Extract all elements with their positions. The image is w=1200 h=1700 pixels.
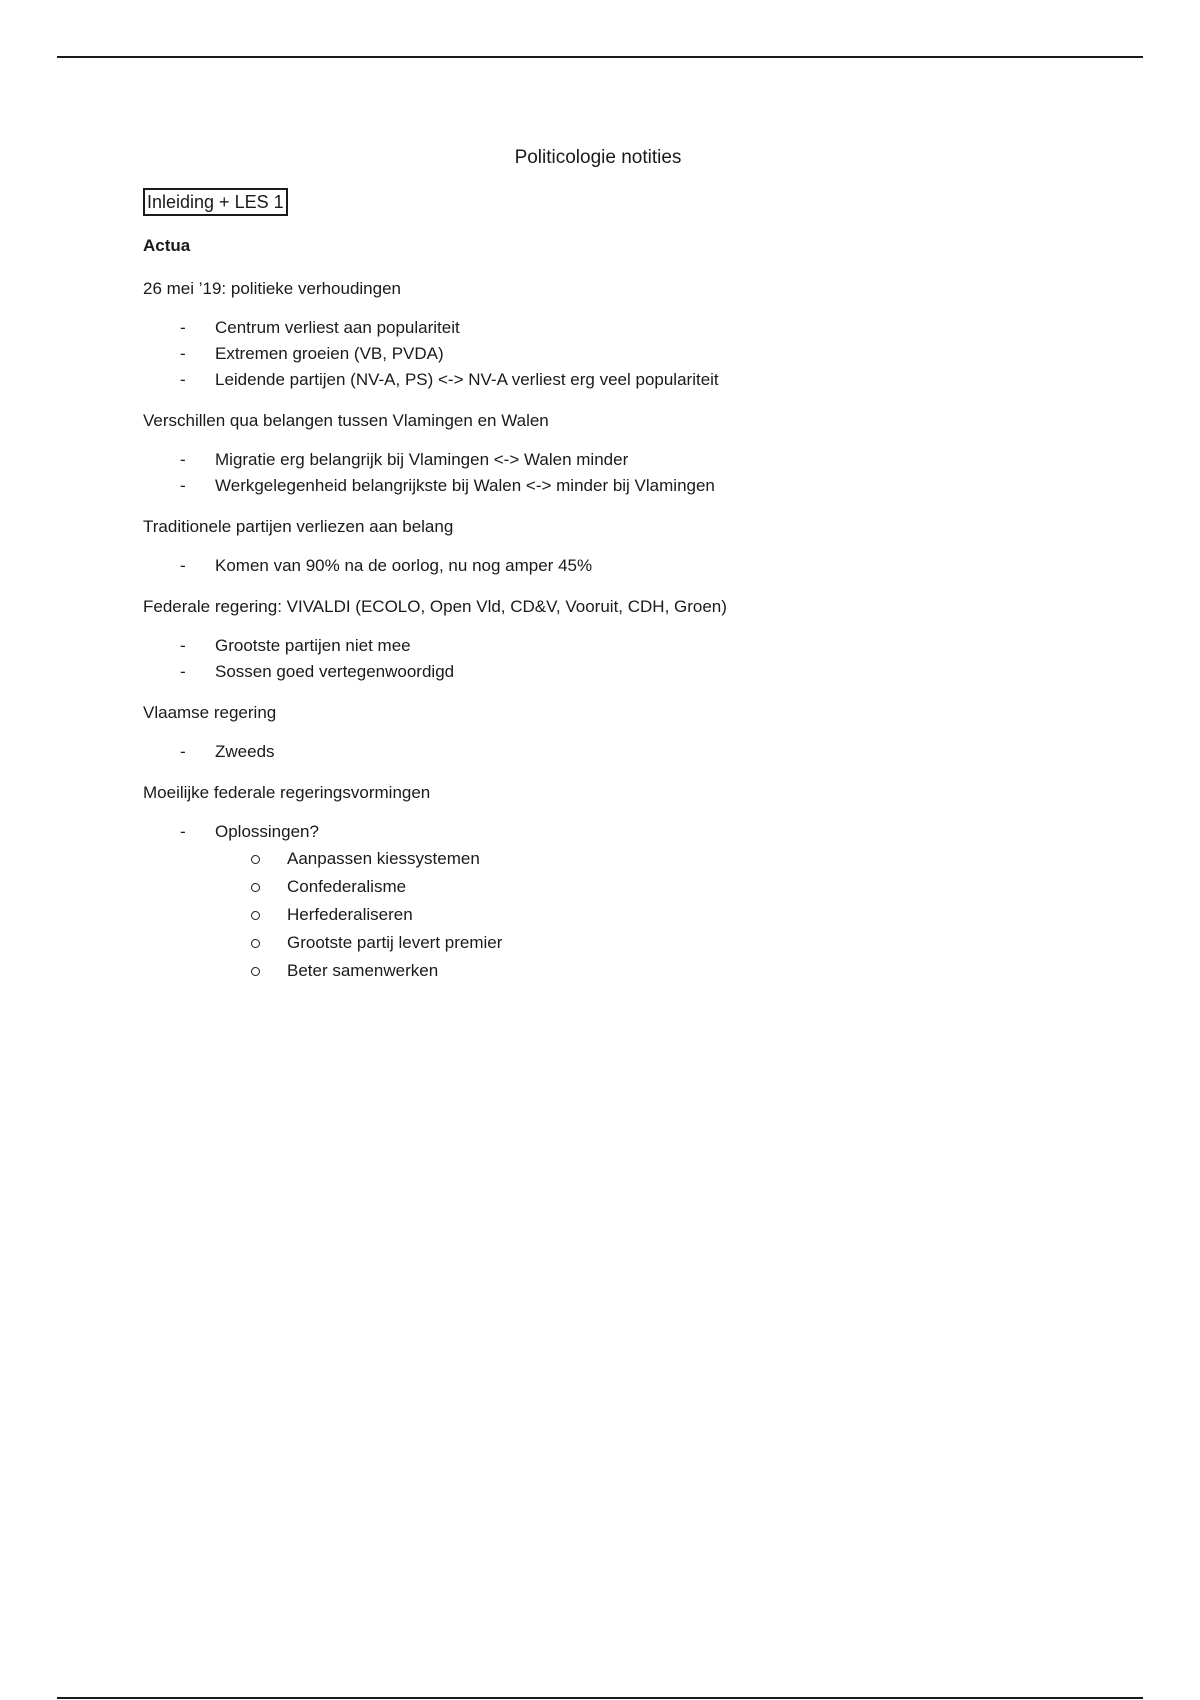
list-item	[143, 367, 1143, 393]
list-item-text: Extremen groeien (VB, PVDA)	[215, 344, 444, 363]
list-item-text: Centrum verliest aan populariteit	[215, 318, 460, 337]
dash-marker: -	[180, 344, 186, 363]
sub-list-item-text: Herfederaliseren	[287, 905, 413, 924]
circle-bullet-icon	[251, 855, 260, 864]
circle-bullet-icon	[251, 883, 260, 892]
section-heading: Inleiding + LES 1	[143, 188, 288, 216]
circle-bullet-icon	[251, 939, 260, 948]
dash-marker: -	[180, 450, 186, 469]
list-item	[143, 473, 1143, 499]
paragraph-federale-regering: Federale regering: VIVALDI (ECOLO, Open Vld, CD&V, Vooruit, CDH, Groen)	[143, 597, 727, 616]
bullet-list	[143, 315, 1143, 393]
dash-marker: -	[180, 636, 186, 655]
list-item	[143, 341, 1143, 367]
dash-marker: -	[180, 556, 186, 575]
list-item	[143, 447, 1143, 473]
paragraph-vlaamse-regering: Vlaamse regering	[143, 703, 277, 722]
sub-list-item	[215, 957, 1143, 985]
dash-marker: -	[180, 318, 186, 337]
list-item	[143, 633, 1143, 659]
list-item	[143, 739, 1143, 765]
bullet-list	[143, 553, 1143, 579]
list-item	[143, 553, 1143, 579]
paragraph-traditionele-partijen: Traditionele partijen verliezen aan belang	[143, 517, 454, 536]
list-item-text: Sossen goed vertegenwoordigd	[215, 662, 455, 681]
bullet-list	[143, 633, 1143, 685]
sub-bullet-list	[215, 845, 1143, 985]
paragraph-verschillen: Verschillen qua belangen tussen Vlamingen en Walen	[143, 411, 549, 430]
footer-rule	[57, 1697, 1143, 1699]
list-item-text: Komen van 90% na de oorlog, nu nog amper 45%	[215, 556, 593, 575]
bullet-list	[143, 739, 1143, 765]
sub-list-item	[215, 929, 1143, 957]
list-item	[143, 659, 1143, 685]
sub-list-item	[215, 873, 1143, 901]
sub-list-item-text: Beter samenwerken	[287, 961, 439, 980]
list-item-text: Zweeds	[215, 742, 275, 761]
bullet-list	[143, 819, 1143, 985]
dash-marker: -	[180, 370, 186, 389]
sub-list-item-text: Aanpassen kiessystemen	[287, 849, 480, 868]
list-item-text: Leidende partijen (NV-A, PS) <-> NV-A verliest erg veel populariteit	[215, 370, 719, 389]
dash-marker: -	[180, 822, 186, 841]
circle-bullet-icon	[251, 967, 260, 976]
list-item-text: Oplossingen?	[215, 822, 319, 841]
sub-list-item	[215, 845, 1143, 873]
paragraph-politieke-verhoudingen: 26 mei ’19: politieke verhoudingen	[143, 279, 402, 298]
list-item	[143, 819, 1143, 985]
sub-list-item-text: Confederalisme	[287, 877, 407, 896]
sub-list-item-text: Grootste partij levert premier	[287, 933, 503, 952]
subheading-actua: Actua	[143, 236, 191, 255]
document-title: Politicologie notities	[514, 147, 682, 168]
dash-marker: -	[180, 742, 186, 761]
sub-list-item	[215, 901, 1143, 929]
list-item	[143, 315, 1143, 341]
list-item-text: Migratie erg belangrijk bij Vlamingen <-> Walen minder	[215, 450, 629, 469]
bullet-list	[143, 447, 1143, 499]
document-body	[143, 145, 1143, 1000]
dash-marker: -	[180, 476, 186, 495]
list-item-text: Grootste partijen niet mee	[215, 636, 411, 655]
header-rule	[57, 56, 1143, 58]
paragraph-regeringsvormingen: Moeilijke federale regeringsvormingen	[143, 783, 431, 802]
list-item-text: Werkgelegenheid belangrijkste bij Walen <-> minder bij Vlamingen	[215, 476, 715, 495]
dash-marker: -	[180, 662, 186, 681]
circle-bullet-icon	[251, 911, 260, 920]
